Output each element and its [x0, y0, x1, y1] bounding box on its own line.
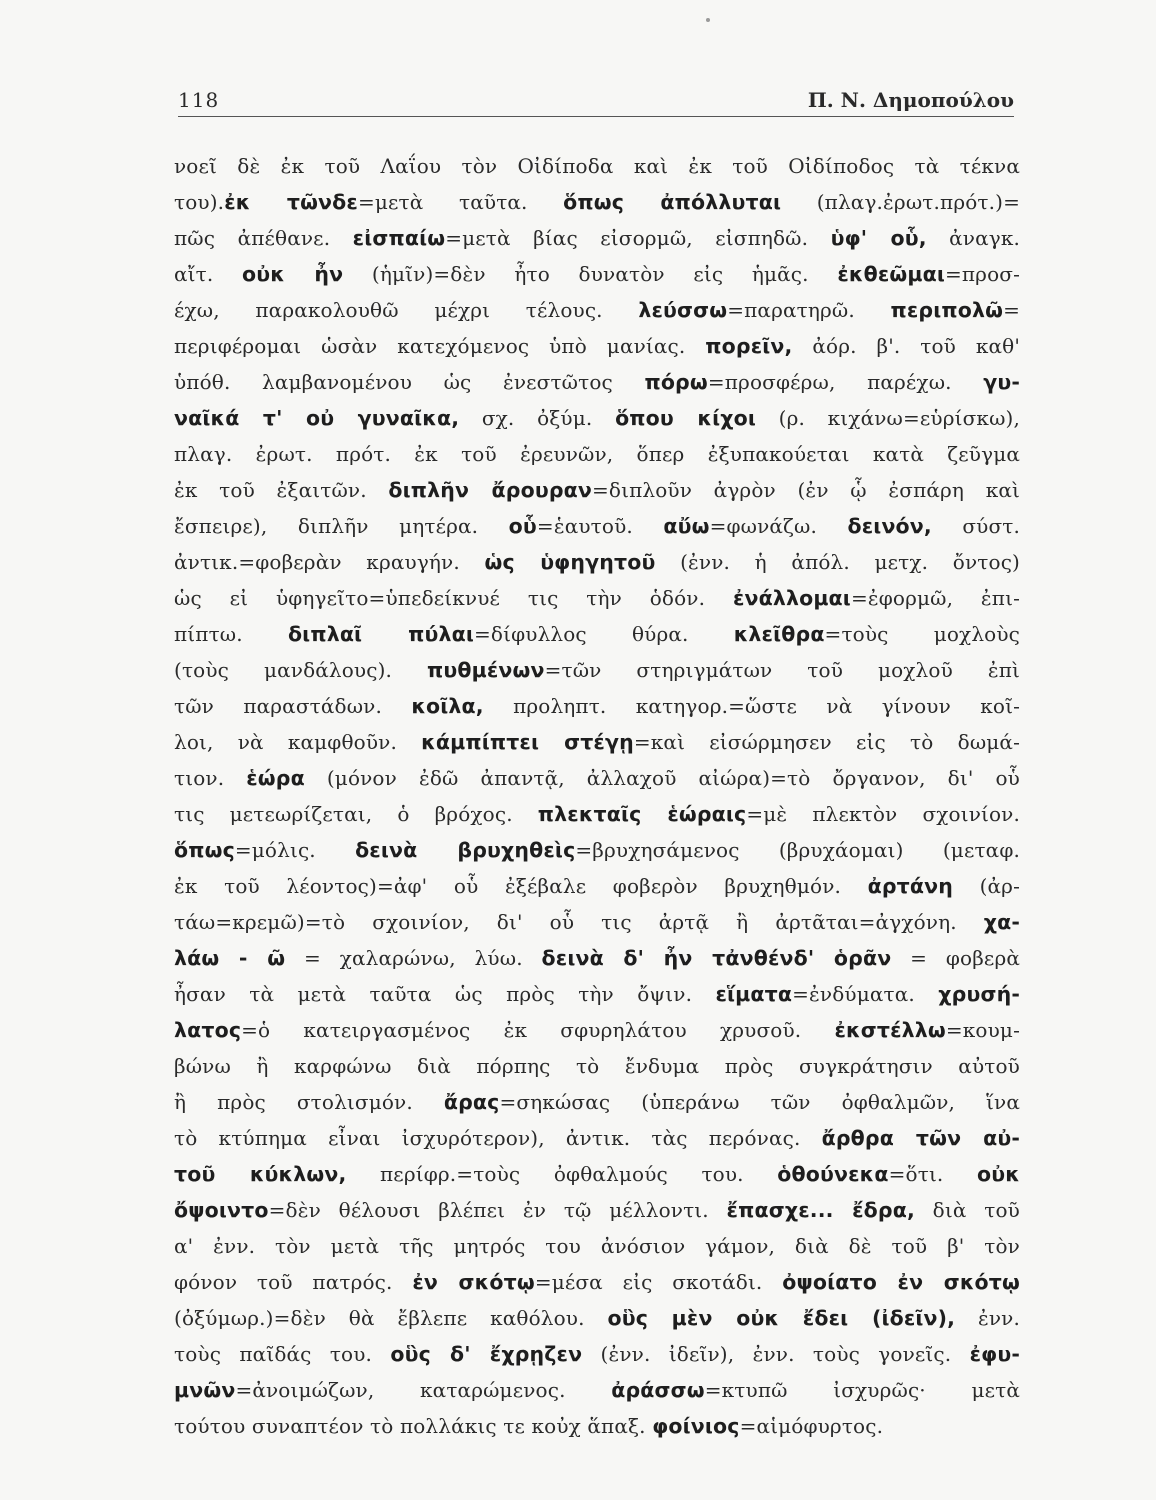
lemma-term: γυ- — [983, 370, 1020, 394]
gloss-text: =κουμ- — [945, 1018, 1020, 1042]
gloss-text: σύστ. — [931, 514, 1020, 538]
lemma-term: οὓς μὲν οὐκ ἔδει (ἰδεῖν), — [607, 1306, 956, 1330]
gloss-text: πίπτω. — [174, 622, 288, 646]
text-line — [174, 616, 1020, 652]
text-line — [174, 1120, 1020, 1156]
gloss-text: ἀναγκ. — [926, 226, 1020, 250]
gloss-text: ἐκ τοῦ ἐξαιτῶν. — [174, 478, 389, 502]
lemma-term: ὄψοιντο — [174, 1198, 269, 1222]
lemma-term: οὓς δ' ἔχρῃζεν — [390, 1342, 583, 1366]
gloss-text: =ἐφορμῶ, ἐπι- — [850, 586, 1020, 610]
gloss-text: (ὀξύμωρ.)=δὲν θὰ ἔβλεπε καθόλου. — [174, 1306, 608, 1330]
gloss-text: λοι, νὰ καμφθοῦν. — [174, 730, 422, 754]
gloss-text: =μετὰ ταῦτα. — [357, 190, 564, 214]
lemma-term: ὅπως ἀπόλλυται — [563, 190, 782, 214]
gloss-text: ἢ πρὸς στολισμόν. — [174, 1090, 444, 1114]
gloss-text: (πλαγ.ἐρωτ.πρότ.)= — [781, 190, 1020, 214]
gloss-text: =ἑαυτοῦ. — [536, 514, 664, 538]
text-line — [174, 184, 1020, 220]
lemma-term: πορεῖν, — [705, 334, 793, 358]
lemma-term: διπλαῖ πύλαι — [287, 622, 475, 646]
lemma-term: οὐκ — [977, 1162, 1020, 1186]
gloss-text: =δίφυλλος θύρα. — [474, 622, 734, 646]
gloss-text: νοεῖ δὲ ἐκ τοῦ Λαΐου τὸν Οἰδίποδα καὶ ἐκ τοῦ Οἰδίποδος τὰ τέκνα — [174, 154, 1020, 178]
lemma-term: ἐφυ- — [969, 1342, 1020, 1366]
gloss-text: =ὁ κατειργασμένος ἐκ σφυρηλάτου χρυσοῦ. — [241, 1018, 835, 1042]
text-line — [174, 148, 1020, 184]
lemma-term: ὅπως — [174, 838, 235, 862]
lemma-term: πλεκταῖς ἑώραις — [537, 802, 747, 826]
gloss-text: φόνον τοῦ πατρός. — [174, 1270, 413, 1294]
text-line — [174, 940, 1020, 976]
ink-speck — [706, 18, 710, 22]
text-line — [174, 1300, 1020, 1336]
lemma-term: εἵματα — [715, 982, 793, 1006]
text-line — [174, 724, 1020, 760]
lemma-term: εἰσπαίω — [352, 226, 446, 250]
lemma-term: ὑφ' οὗ, — [830, 226, 927, 250]
gloss-text: τάω=κρεμῶ)=τὸ σχοινίον, δι' οὗ τις ἀρτᾷ ἢ ἀρτᾶται=ἀγχόνη. — [174, 910, 984, 934]
gloss-text: =μέσα εἰς σκοτάδι. — [534, 1270, 783, 1294]
lemma-term: οὐκ ἦν — [242, 262, 344, 286]
text-line — [174, 1084, 1020, 1120]
gloss-text: τῶν παραστάδων. — [174, 694, 412, 718]
gloss-text: =βρυχησάμενος (βρυχάομαι) (μεταφ. — [575, 838, 1020, 862]
lemma-term: περιπολῶ — [890, 298, 1004, 322]
gloss-text: (ἐνν. ἡ ἀπόλ. μετχ. ὄντος) — [655, 550, 1020, 574]
lemma-term: δεινὰ δ' ἦν τἀνθένδ' ὁρᾶν — [541, 946, 892, 970]
body-text — [174, 148, 1020, 1444]
gloss-text: (τοὺς μανδάλους). — [174, 658, 427, 682]
lemma-term: ὅπου κίχοι — [615, 406, 756, 430]
gloss-text: πῶς ἀπέθανε. — [174, 226, 353, 250]
lemma-term: λάω - ῶ — [174, 946, 286, 970]
lemma-term: δεινόν, — [847, 514, 932, 538]
lemma-term: κοῖλα, — [411, 694, 484, 718]
gloss-text: =τοὺς μοχλοὺς — [824, 622, 1020, 646]
gloss-text: α' ἐνν. τὸν μετὰ τῆς μητρός του ἀνόσιον γάμον, διὰ δὲ τοῦ β' τὸν — [174, 1234, 1020, 1258]
text-line — [174, 1156, 1020, 1192]
gloss-text: =παρατηρῶ. — [727, 298, 891, 322]
lemma-term: πόρω — [644, 370, 708, 394]
text-line — [174, 580, 1020, 616]
lemma-term: ἀράσσω — [611, 1378, 705, 1402]
gloss-text: =ἐνδύματα. — [792, 982, 939, 1006]
lemma-term: ἑώρα — [246, 766, 305, 790]
lemma-term: κλεῖθρα — [733, 622, 825, 646]
lemma-term: ναῖκά τ' οὐ γυναῖκα, — [174, 406, 460, 430]
lemma-term: δεινὰ βρυχηθεὶς — [355, 838, 576, 862]
text-line — [174, 832, 1020, 868]
gloss-text: τοὺς παῖδάς του. — [174, 1342, 391, 1366]
lemma-term: αὔω — [663, 514, 710, 538]
lemma-term: λατος — [174, 1018, 242, 1042]
lemma-term: χρυσή- — [938, 982, 1020, 1006]
gloss-text: =ἀνοιμώζων, καταρώμενος. — [235, 1378, 612, 1402]
gloss-text: = φοβερὰ — [891, 946, 1020, 970]
gloss-text: προληπτ. κατηγορ.=ὥστε νὰ γίνουν κοῖ- — [483, 694, 1020, 718]
text-line — [174, 508, 1020, 544]
text-line — [174, 1408, 1020, 1444]
running-head: Π. Ν. Δημοπούλου — [807, 88, 1014, 112]
lemma-term: ὡς ὑφηγητοῦ — [484, 550, 656, 574]
text-line — [174, 1048, 1020, 1084]
text-line — [174, 1264, 1020, 1300]
text-line — [174, 868, 1020, 904]
gloss-text: διὰ τοῦ — [914, 1198, 1020, 1222]
text-line — [174, 400, 1020, 436]
page-number: 118 — [178, 88, 220, 112]
lemma-term: ἐκ τῶνδε — [224, 190, 358, 214]
text-line — [174, 256, 1020, 292]
lemma-term: ἔπασχε... ἔδρα, — [726, 1198, 915, 1222]
gloss-text: = χαλαρώνω, λύω. — [285, 946, 542, 970]
gloss-text: ἐκ τοῦ λέοντος)=ἀφ' οὗ ἐξέβαλε φοβερὸν βρυχηθμόν. — [174, 874, 868, 898]
gloss-text: ἀόρ. β'. τοῦ καθ' — [792, 334, 1020, 358]
gloss-text: ἦσαν τὰ μετὰ ταῦτα ὡς πρὸς τὴν ὄψιν. — [174, 982, 716, 1006]
text-line — [174, 1012, 1020, 1048]
gloss-text: του). — [174, 190, 225, 214]
text-line — [174, 1336, 1020, 1372]
gloss-text: ἐνν. — [955, 1306, 1020, 1330]
lemma-term: ὀψοίατο ἐν σκότῳ — [782, 1270, 1020, 1294]
lemma-term: ἄρθρα τῶν αὐ- — [821, 1126, 1020, 1150]
lemma-term: ἐνάλλομαι — [732, 586, 851, 610]
lemma-term: μνῶν — [174, 1378, 236, 1402]
page-header — [178, 88, 1014, 117]
lemma-term: χα- — [983, 910, 1020, 934]
gloss-text: =φωνάζω. — [709, 514, 848, 538]
gloss-text: τιον. — [174, 766, 247, 790]
text-line — [174, 364, 1020, 400]
text-line — [174, 472, 1020, 508]
lemma-term: ἐκθεῶμαι — [837, 262, 945, 286]
lemma-term: οὗ — [508, 514, 537, 538]
gloss-text: =σηκώσας (ὑπεράνω τῶν ὀφθαλμῶν, ἵνα — [499, 1090, 1020, 1114]
gloss-text: =καὶ εἰσώρμησεν εἰς τὸ δωμά- — [633, 730, 1020, 754]
gloss-text: πλαγ. ἐρωτ. πρότ. ἐκ τοῦ ἐρευνῶν, ὅπερ ἐξυπακούεται κατὰ ζεῦγμα — [174, 442, 1020, 466]
text-line — [174, 652, 1020, 688]
gloss-text: (μόνον ἐδῶ ἀπαντᾷ, ἀλλαχοῦ αἰώρα)=τὸ ὄργανον, δι' οὗ — [304, 766, 1020, 790]
gloss-text: =ὅτι. — [888, 1162, 978, 1186]
text-line — [174, 1192, 1020, 1228]
gloss-text: (ἐνν. ἰδεῖν), ἐνν. τοὺς γονεῖς. — [582, 1342, 970, 1366]
gloss-text: έχω, παρακολουθῶ μέχρι τέλους. — [174, 298, 639, 322]
text-line — [174, 688, 1020, 724]
text-line — [174, 796, 1020, 832]
gloss-text: =δὲν θέλουσι βλέπει ἐν τῷ μέλλοντι. — [268, 1198, 727, 1222]
gloss-text: περιφέρομαι ὡσὰν κατεχόμενος ὑπὸ μανίας. — [174, 334, 706, 358]
gloss-text: ὑπόθ. λαμβανομένου ὡς ἐνεστῶτος — [174, 370, 645, 394]
lemma-term: ἄρας — [443, 1090, 500, 1114]
gloss-text: =διπλοῦν ἀγρὸν (ἐν ᾧ ἐσπάρη καὶ — [592, 478, 1020, 502]
text-line — [174, 436, 1020, 472]
lemma-term: ἐν σκότῳ — [412, 1270, 535, 1294]
text-line — [174, 976, 1020, 1012]
gloss-text: =τῶν στηριγμάτων τοῦ μοχλοῦ ἐπὶ — [544, 658, 1020, 682]
gloss-text: τούτου συναπτέον τὸ πολλάκις τε κοὐχ ἅπαξ. — [174, 1414, 653, 1438]
lemma-term: λεύσσω — [638, 298, 728, 322]
gloss-text: (ἀρ- — [953, 874, 1020, 898]
gloss-text: τις μετεωρίζεται, ὁ βρόχος. — [174, 802, 538, 826]
gloss-text: ὡς εἰ ὑφηγεῖτο=ὑπεδείκνυέ τις τὴν ὁδόν. — [174, 586, 733, 610]
gloss-text: τὸ κτύπημα εἶναι ἰσχυρότερον), ἀντικ. τὰς περόνας. — [174, 1126, 822, 1150]
lemma-term: ἀρτάνη — [867, 874, 953, 898]
gloss-text: (ρ. κιχάνω=εὑρίσκω), — [755, 406, 1020, 430]
gloss-text: =μὲ πλεκτὸν σχοινίον. — [746, 802, 1020, 826]
gloss-text: =προσφέρω, παρέχω. — [707, 370, 984, 394]
text-line — [174, 1228, 1020, 1264]
gloss-text: (ἡμῖν)=δὲν ἦτο δυνατὸν εἰς ἡμᾶς. — [343, 262, 838, 286]
text-line — [174, 220, 1020, 256]
gloss-text: σχ. ὀξύμ. — [459, 406, 616, 430]
text-line — [174, 904, 1020, 940]
text-line — [174, 1372, 1020, 1408]
lemma-term: φοίνιος — [652, 1414, 740, 1438]
gloss-text: = — [1003, 298, 1020, 322]
gloss-text: περίφρ.=τοὺς ὀφθαλμούς του. — [346, 1162, 778, 1186]
gloss-text: ἔσπειρε), διπλῆν μητέρα. — [174, 514, 509, 538]
gloss-text: =αἱμόφυρτος. — [739, 1414, 884, 1438]
text-line — [174, 760, 1020, 796]
lemma-term: διπλῆν ἄρουραν — [388, 478, 592, 502]
lemma-term: ὁθούνεκα — [777, 1162, 889, 1186]
gloss-text: αἴτ. — [174, 262, 243, 286]
gloss-text: =κτυπῶ ἰσχυρῶς· μετὰ — [704, 1378, 1020, 1402]
text-line — [174, 544, 1020, 580]
gloss-text: =μόλις. — [234, 838, 356, 862]
lemma-term: κάμπίπτει στέγῃ — [421, 730, 634, 754]
gloss-text: =προσ- — [944, 262, 1020, 286]
text-line — [174, 328, 1020, 364]
gloss-text: =μετὰ βίας εἰσορμῶ, εἰσπηδῶ. — [445, 226, 831, 250]
gloss-text: βώνω ἢ καρφώνω διὰ πόρπης τὸ ἔνδυμα πρὸς συγκράτησιν αὐτοῦ — [174, 1054, 1020, 1078]
text-line — [174, 292, 1020, 328]
gloss-text: ἀντικ.=φοβερὰν κραυγήν. — [174, 550, 485, 574]
lemma-term: τοῦ κύκλων, — [174, 1162, 347, 1186]
lemma-term: ἐκστέλλω — [834, 1018, 946, 1042]
lemma-term: πυθμένων — [427, 658, 545, 682]
